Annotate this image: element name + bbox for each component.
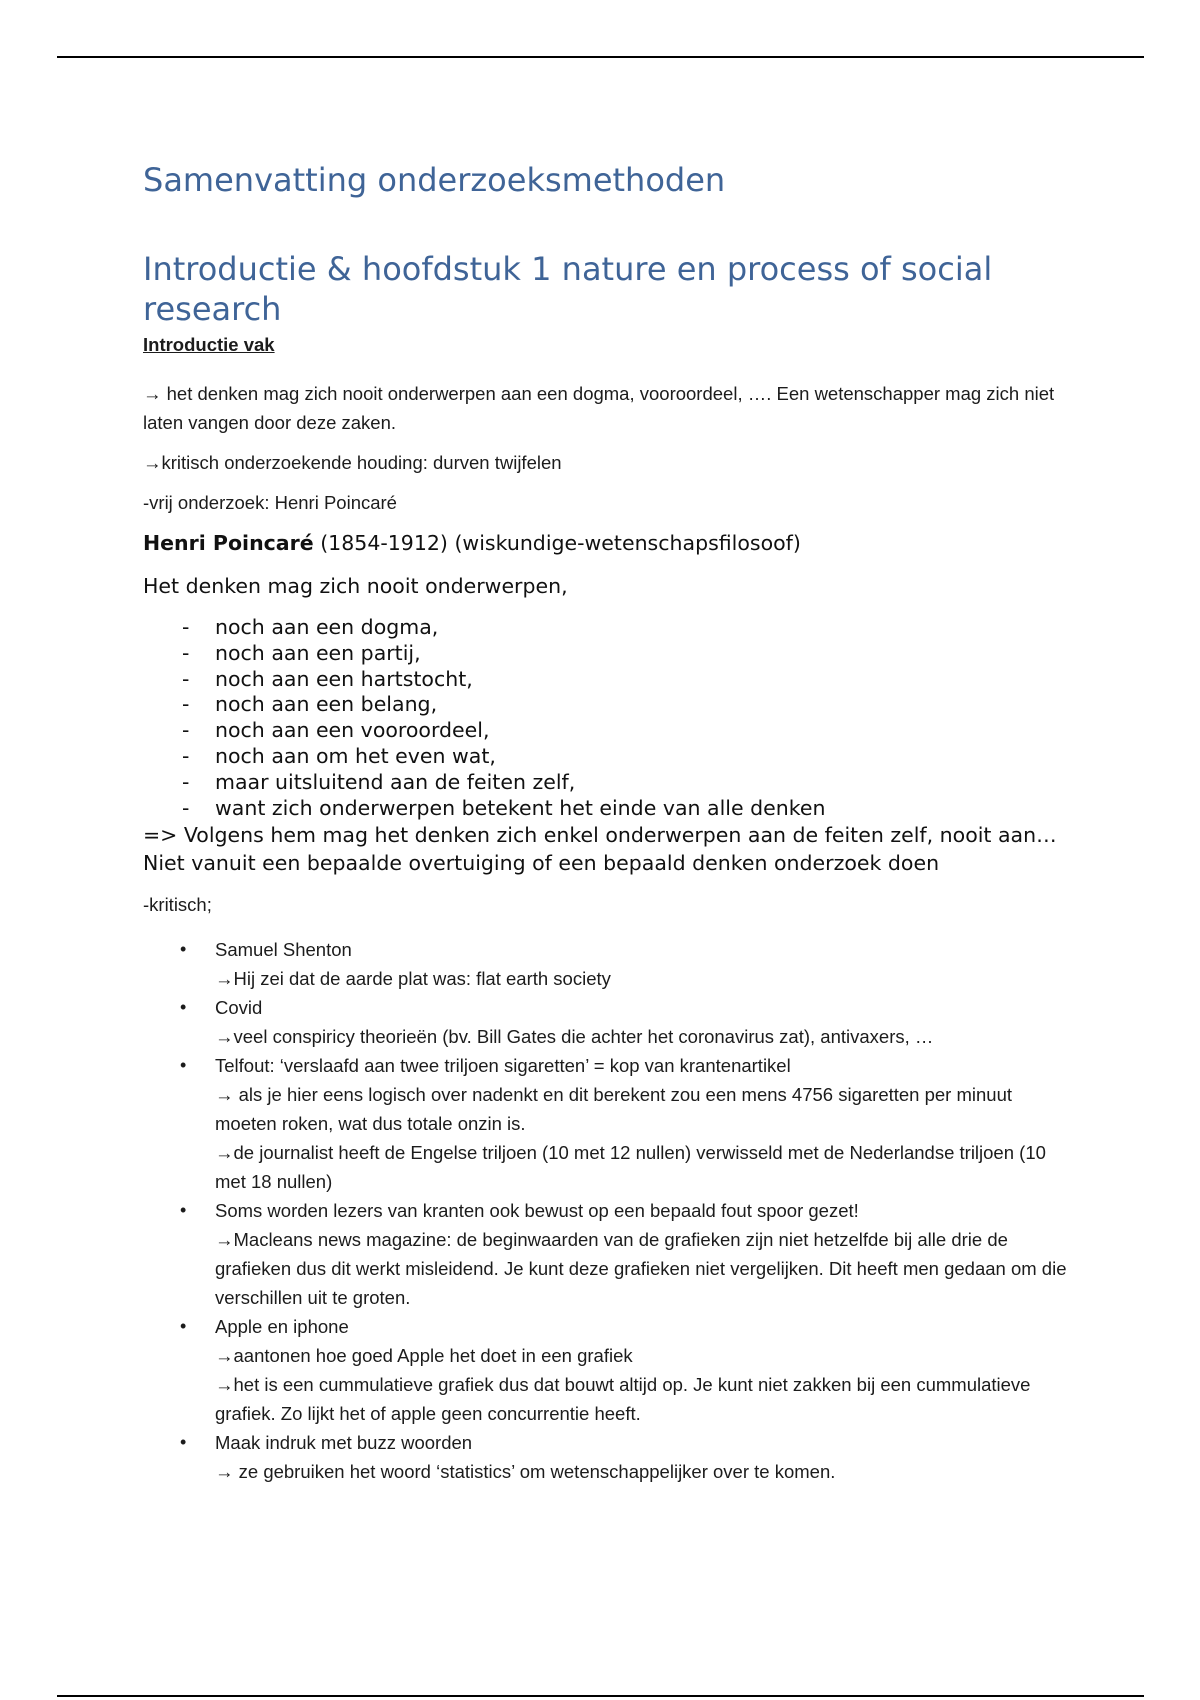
header-rule <box>57 56 1144 58</box>
list-item: • Telfout: ‘verslaafd aan twee triljoen sigaretten’ = kop van krantenartikel → als je hier eens logisch over nadenkt en dit berekent zou een mens 4756 sigaretten per minuut moeten roken, wat dus totale onzin is. →de journalist heeft de Engelse triljoen (10 met 12 nullen) verwisseld met de Nederlandse triljoen (10 met 18 nullen) <box>143 1051 1073 1196</box>
list-item: - noch aan een vooroordeel, <box>182 718 490 743</box>
list-item: - noch aan een dogma, <box>182 615 439 639</box>
dash-marker: - <box>182 795 190 820</box>
dash-marker: - <box>182 640 190 665</box>
dash-marker: - <box>182 769 190 794</box>
list-item: • Apple en iphone →aantonen hoe goed Apple het doet in een grafiek →het is een cummulatieve grafiek dus dat bouwt altijd op. Je kunt niet zakken bij een cummulatieve grafiek. Zo lijkt het of apple geen concurrentie heeft. <box>143 1312 1073 1428</box>
paragraph: -vrij onderzoek: Henri Poincaré <box>143 492 397 513</box>
list-item: - noch aan om het even wat, <box>182 743 496 768</box>
quote-author-name: Henri Poincaré <box>143 531 314 555</box>
list-item: - noch aan een belang, <box>182 692 438 717</box>
paragraph: →kritisch onderzoekende houding: durven twijfelen <box>143 452 562 473</box>
quote-conclusion: => Volgens hem mag het denken zich enkel onderwerpen aan de feiten zelf, nooit aan… Niet vanuit een bepaalde overtuiging of een bepaald denken onderzoek doen <box>143 823 1057 876</box>
bullet-marker: • <box>180 1055 187 1076</box>
list-item: - noch aan een hartstocht, <box>182 666 473 691</box>
bullet-marker: • <box>180 1200 187 1221</box>
dash-marker: - <box>182 718 190 743</box>
list-item: • Covid →veel conspiricy theorieën (bv. Bill Gates die achter het coronavirus zat), antivaxers, … <box>143 993 1073 1051</box>
dash-marker: - <box>182 666 190 691</box>
quote-intro: Het denken mag zich nooit onderwerpen, <box>143 574 568 598</box>
bullet-marker: • <box>180 997 187 1018</box>
quote-author-details: (1854-1912) (wiskundige-wetenschapsfilosoof) <box>313 531 801 555</box>
document-body <box>143 160 1073 1486</box>
paragraph: → het denken mag zich nooit onderwerpen aan een dogma, vooroordeel, …. Een wetenschapper mag zich niet laten vangen door deze zaken. <box>143 383 1055 433</box>
list-item: - noch aan een partij, <box>182 640 421 665</box>
section-subheading: Introductie vak <box>143 334 275 355</box>
quote-list <box>143 615 1073 821</box>
list-item: • Maak indruk met buzz woorden → ze gebruiken het woord ‘statistics’ om wetenschappelijker over te komen. <box>143 1428 1073 1486</box>
kritisch-label: -kritisch; <box>143 894 212 916</box>
bullet-marker: • <box>180 1432 187 1453</box>
list-item: • Samuel Shenton →Hij zei dat de aarde plat was: flat earth society <box>143 935 1073 993</box>
footer-rule <box>57 1695 1144 1697</box>
chapter-heading: Introductie & hoofdstuk 1 nature en process of social research <box>143 250 993 328</box>
list-item: - want zich onderwerpen betekent het einde van alle denken <box>182 795 826 820</box>
list-item: - maar uitsluitend aan de feiten zelf, <box>182 769 576 794</box>
dash-marker: - <box>182 692 190 717</box>
dash-marker: - <box>182 615 190 639</box>
example-list <box>143 935 1073 1486</box>
bullet-marker: • <box>180 939 187 960</box>
dash-marker: - <box>182 743 190 768</box>
list-item: • Soms worden lezers van kranten ook bewust op een bepaald fout spoor gezet! →Macleans news magazine: de beginwaarden van de grafieken zijn niet hetzelfde bij alle drie de grafieken dus dit werkt misleidend. Je kunt deze grafieken niet vergelijken. Dit heeft men gedaan om die verschillen uit te groten. <box>143 1196 1073 1312</box>
quote-author-line <box>143 529 1073 557</box>
document-title: Samenvatting onderzoeksmethoden <box>143 161 726 199</box>
bullet-marker: • <box>180 1316 187 1337</box>
